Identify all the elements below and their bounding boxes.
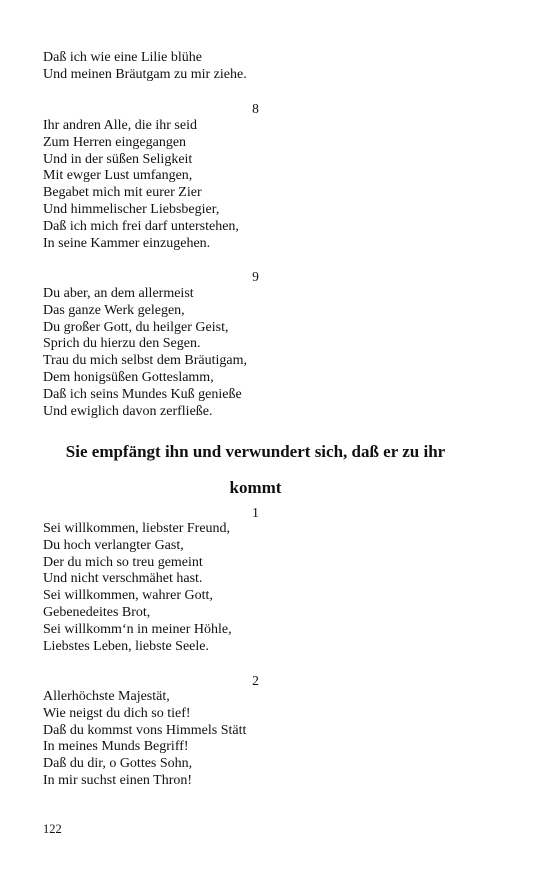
verse-line: Und nicht verschmähet hast. — [43, 571, 203, 587]
verse-line: Und meinen Bräutgam zu mir ziehe. — [43, 66, 247, 82]
verse-line: Allerhöchste Majestät, — [43, 689, 170, 704]
verse-line: Sei willkommen, liebster Freund, — [43, 521, 231, 536]
stanza-1 — [43, 521, 503, 655]
verse-line: Du hoch verlangter Gast, — [43, 537, 184, 553]
stanza-8 — [43, 118, 503, 252]
stanza-2 — [43, 689, 503, 790]
verse-line: Dem honigsüßen Gotteslamm, — [43, 369, 214, 385]
page-number: 122 — [43, 822, 62, 836]
stanza-9 — [43, 286, 503, 420]
verse-line: Sei willkomm‘n in meiner Höhle, — [43, 621, 232, 637]
verse-line: Du großer Gott, du heilger Geist, — [43, 319, 229, 335]
verse-line: Zum Herren eingegangen — [43, 134, 187, 150]
verse-line: Das ganze Werk gelegen, — [43, 302, 185, 318]
verse-line: Begabet mich mit eurer Zier — [43, 185, 202, 201]
verse-line: Gebenedeites Brot, — [43, 604, 151, 620]
verse-line: Daß ich mich frei darf unterstehen, — [43, 218, 239, 234]
verse-line: Und himmelischer Liebsbegier, — [43, 201, 220, 217]
verse-line: Daß du kommst vons Himmels Stätt — [43, 722, 247, 738]
verse-line: Und ewiglich davon zerfließe. — [43, 403, 213, 419]
verse-line: Daß ich wie eine Lilie blühe — [43, 50, 202, 65]
verse-line: Daß ich seins Mundes Kuß genieße — [43, 386, 242, 402]
verse-line: Trau du mich selbst dem Bräutigam, — [43, 353, 248, 369]
section-heading-line-1: Sie empfängt ihn und verwundert sich, daß er zu ihr — [65, 442, 446, 461]
verse-line: In seine Kammer einzugehen. — [43, 235, 211, 251]
stanza-number-2: 2 — [252, 673, 259, 688]
stanza-previous-end — [43, 50, 503, 84]
verse-line: Sprich du hierzu den Segen. — [43, 336, 201, 352]
stanza-number-1: 1 — [252, 505, 259, 520]
stanza-number-8: 8 — [252, 101, 259, 116]
verse-line: Mit ewger Lust umfangen, — [43, 168, 193, 184]
stanza-number-9: 9 — [252, 269, 259, 284]
verse-line: Liebstes Leben, liebste Seele. — [43, 638, 209, 654]
verse-line: In meines Munds Begriff! — [43, 739, 189, 755]
verse-line: Daß du dir, o Gottes Sohn, — [43, 756, 193, 772]
section-heading-line-2: kommt — [229, 478, 282, 497]
verse-line: Sei willkommen, wahrer Gott, — [43, 588, 213, 604]
verse-line: Wie neigst du dich so tief! — [43, 705, 191, 721]
verse-line: In mir suchst einen Thron! — [43, 772, 193, 788]
verse-line: Der du mich so treu gemeint — [43, 554, 203, 570]
verse-line: Ihr andren Alle, die ihr seid — [43, 118, 197, 133]
verse-line: Und in der süßen Seligkeit — [43, 151, 193, 167]
verse-line: Du aber, an dem allermeist — [43, 286, 194, 301]
